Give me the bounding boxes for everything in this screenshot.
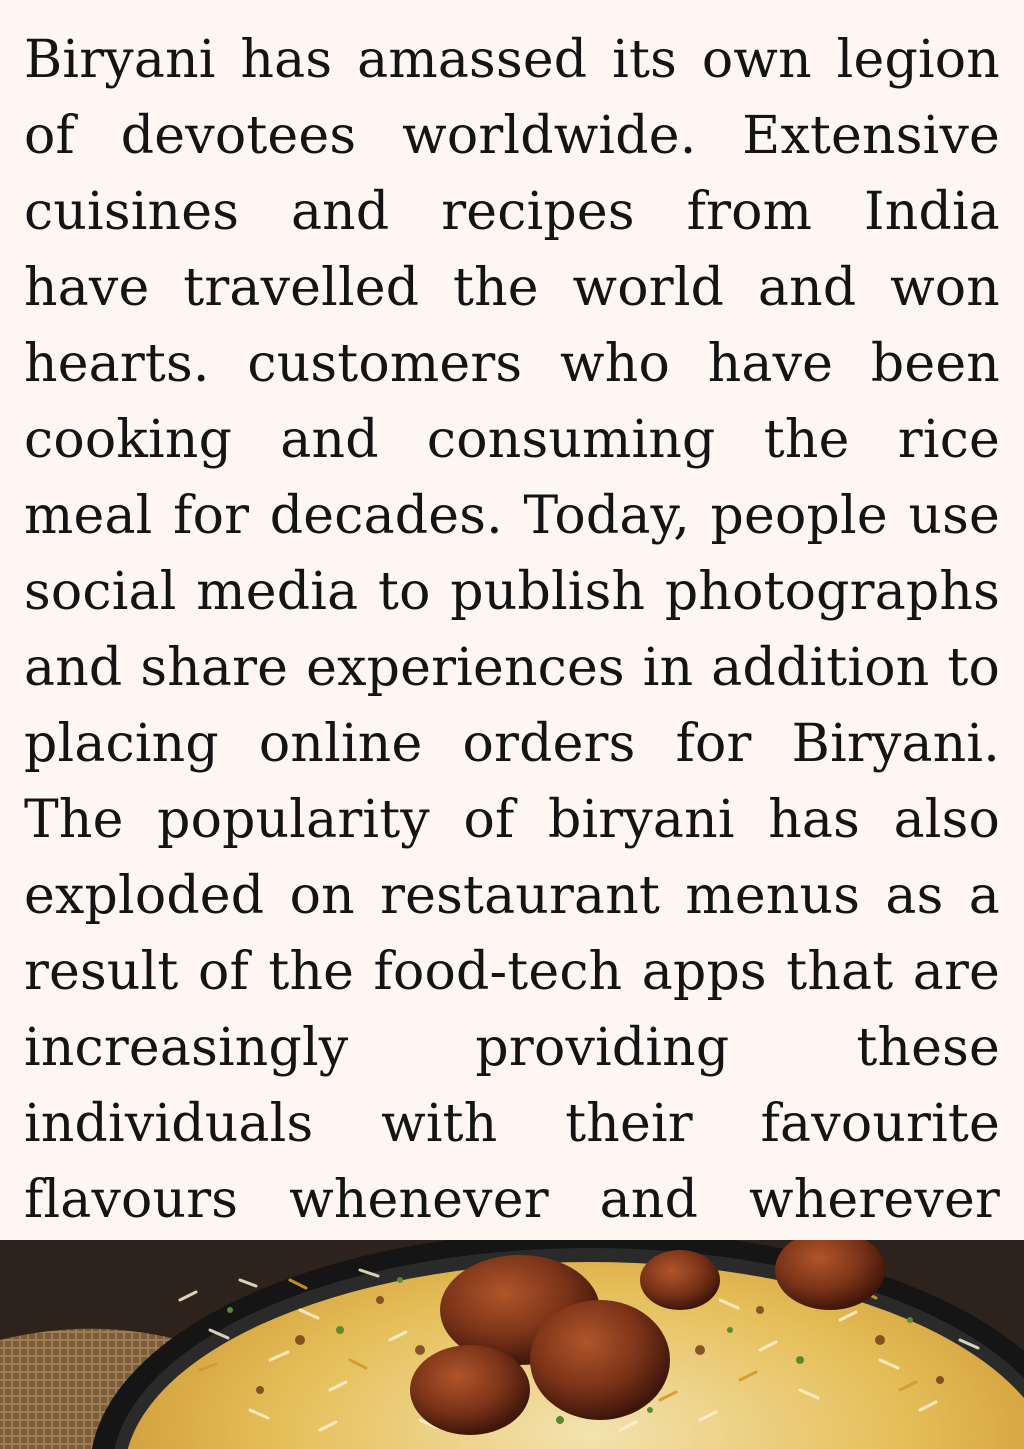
article-paragraph: Biryani has amassed its own legion of devotees worldwide. Extensive cuisines and recipes from India have travelled the world and won hearts. customers who have been cooking and consuming the rice meal for decades. Today, people use social media to publish photographs and share experiences in addition to placing online orders for Biryani. The popularity of biryani has also exploded on restaurant menus as a result of the food-tech apps that are increasingly providing these individuals with their favourite flavours whenever and wherever <box>24 30 1000 1230</box>
biryani-illustration <box>0 1240 1024 1449</box>
article-body <box>24 22 1000 1314</box>
chicken-piece <box>640 1250 720 1310</box>
chicken-piece <box>410 1345 530 1435</box>
biryani-dish-photo <box>0 1240 1024 1449</box>
chicken-piece <box>530 1300 670 1420</box>
